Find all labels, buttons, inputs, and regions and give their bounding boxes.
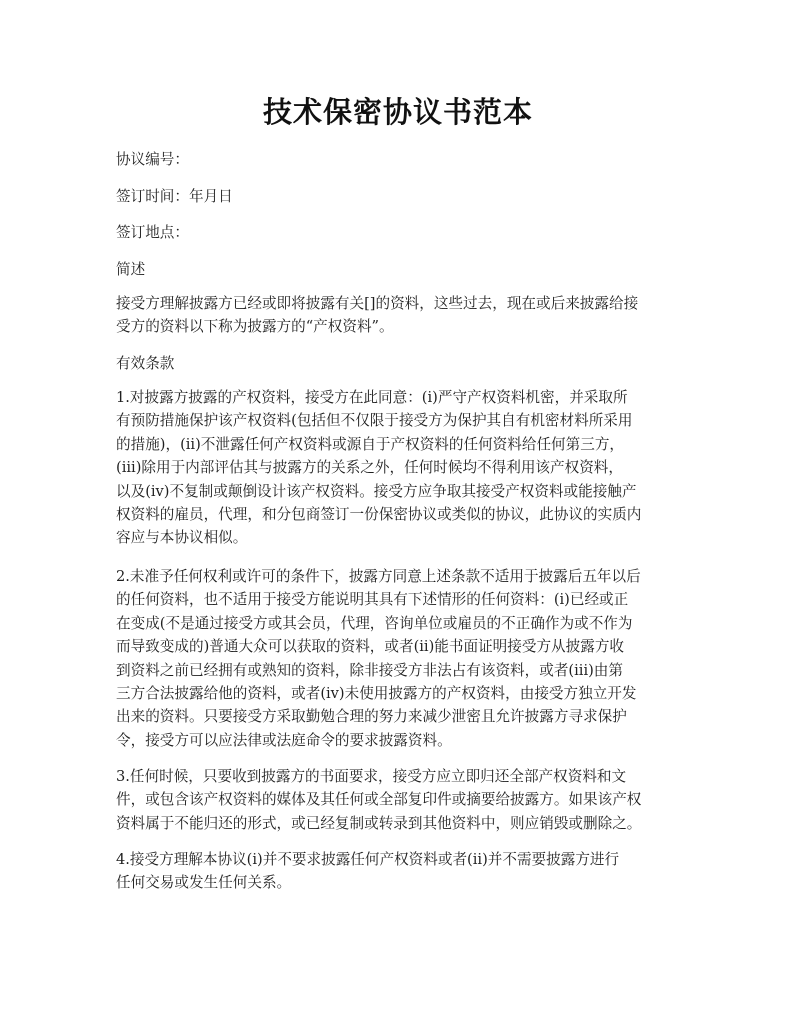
clause-2-paragraph [116,565,690,752]
paragraph-line: 而导致变成的)普通大众可以获取的资料，或者(ii)能书面证明接受方从披露方收 [116,638,625,656]
paragraph-line: 有预防措施保护该产权资料(包括但不仅限于接受方为保护其自有机密材料所采用 [116,412,633,430]
paragraph-line: 件，或包含该产权资料的媒体及其任何或全部复印件或摘要给披露方。如果该产权 [116,791,642,809]
paragraph-line: 在变成(不是通过接受方或其会员，代理，咨询单位或雇员的不正确作为或不作为 [116,614,633,632]
section-heading-terms: 有效条款 [116,355,175,372]
paragraph-line: 4.接受方理解本协议(i)并不要求披露任何产权资料或者(ii)并不需要披露方进行 [116,851,620,868]
clause-3-paragraph [116,765,690,835]
paragraph-line: 资料属于不能归还的形式，或已经复制或转录到其他资料中，则应销毁或删除之。 [116,814,642,832]
paragraph-line: 3.任何时候，只要收到披露方的书面要求，接受方应立即归还全部产权资料和文 [116,768,627,785]
paragraph-line: 任何交易或发生任何关系。 [116,874,292,892]
paragraph-line: 受方的资料以下称为披露方的“产权资料”。 [116,318,394,336]
clause-4-paragraph [116,848,690,895]
paragraph-line: 令，接受方可以应法律或法庭命令的要求披露资料。 [116,731,452,749]
section-heading-intro: 简述 [116,261,146,278]
paragraph-line: 出来的资料。只要接受方采取勤勉合理的努力来减少泄密且允许披露方寻求保护 [116,708,627,726]
paragraph-line: 的任何资料，也不适用于接受方能说明其具有下述情形的任何资料：(i)已经或正 [116,591,629,609]
paragraph-line: 权资料的雇员，代理，和分包商签订一份保密协议或类似的协议，此协议的实质内 [116,506,642,524]
intro-paragraph [116,292,690,339]
paragraph-line: 容应与本协议相似。 [116,529,248,547]
clause-1-paragraph [116,386,690,550]
paragraph-line: 以及(iv)不复制或颠倒设计该产权资料。接受方应争取其接受产权资料或能接触产 [116,482,637,500]
paragraph-line: 三方合法披露给他的资料，或者(iv)未使用披露方的产权资料，由接受方独立开发 [116,685,637,703]
paragraph-line: (iii)除用于内部评估其与披露方的关系之外，任何时候均不得利用该产权资料， [116,459,623,477]
paragraph-line: 到资料之前已经拥有或熟知的资料，除非接受方非法占有该资料，或者(iii)由第 [116,661,623,679]
signing-place-field: 签订地点： [116,224,189,241]
paragraph-line: 的措施)，(ii)不泄露任何产权资料或源自于产权资料的任何资料给任何第三方， [116,435,625,453]
paragraph-line: 1.对披露方披露的产权资料，接受方在此同意：(i)严守产权资料机密，并采取所 [116,389,628,406]
paragraph-line: 2.未准予任何权利或许可的条件下，披露方同意上述条款不适用于披露后五年以后 [116,568,641,585]
document-title: 技术保密协议书范本 [262,95,533,129]
paragraph-line: 接受方理解披露方已经或即将披露有关[]的资料，这些过去，现在或后来披露给接 [116,295,639,312]
signing-time-field: 签订时间：年月日 [116,188,233,205]
agreement-number-field: 协议编号： [116,151,189,168]
